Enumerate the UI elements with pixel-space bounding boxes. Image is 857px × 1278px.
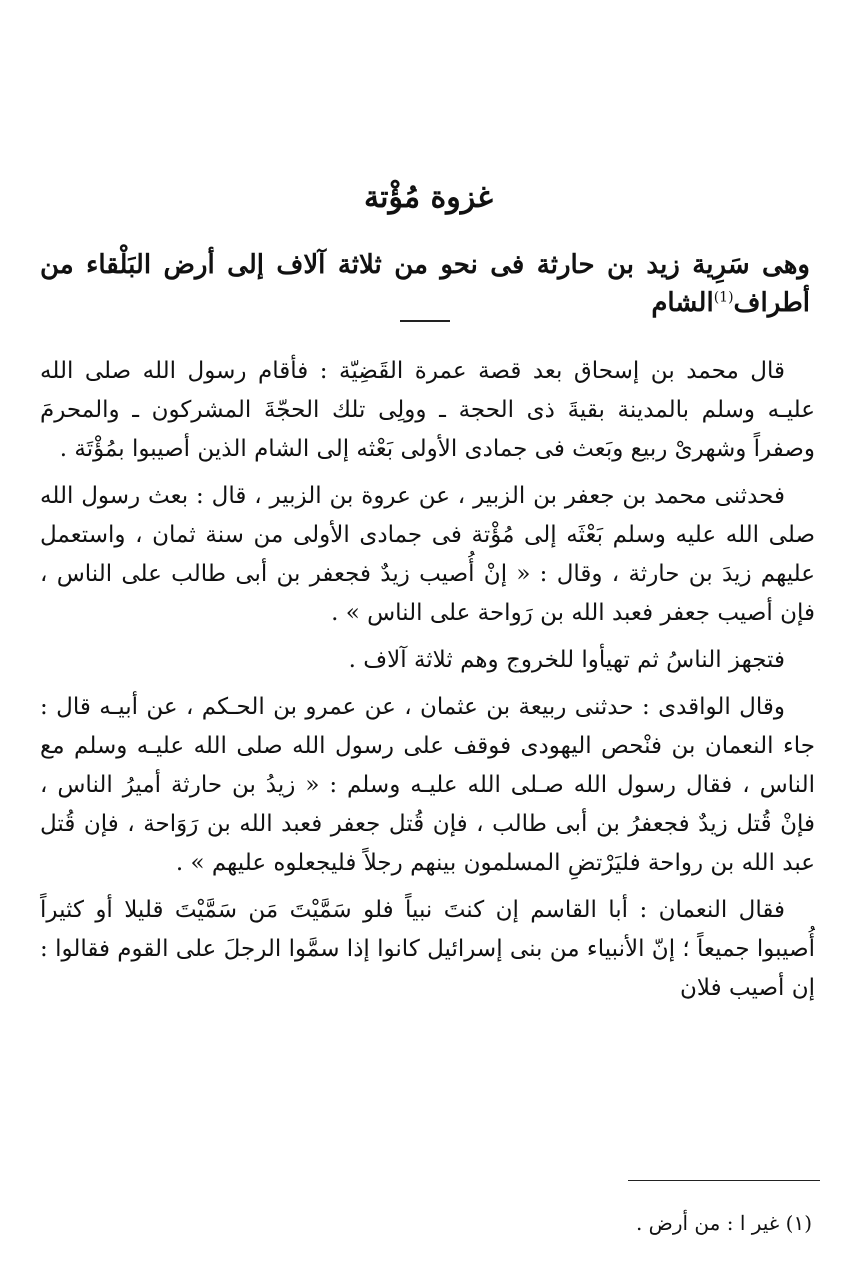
chapter-title: غزوة مُؤْتة <box>364 180 493 215</box>
chapter-subtitle <box>40 246 810 322</box>
footnote-reference: (1) <box>713 289 734 306</box>
body-text <box>40 352 815 1016</box>
paragraph-3: فتجهز الناسُ ثم تهيأوا للخروج وهم ثلاثة آلاف . <box>348 647 785 673</box>
paragraph-5: فقال النعمان : أبا القاسم إن كنتَ نبياً فلو سَمَّيْتَ مَن سَمَّيْتَ قليلا أو كثيراً أُصيبوا جميعاً ؛ إنّ الأنبياء من بنى إسرائيل كانوا إذا سمَّوا الرجلَ على القوم فقالوا : إن أصيب فلان <box>40 897 815 1001</box>
paragraph-1: قال محمد بن إسحاق بعد قصة عمرة القَضِيّة : فأقام رسول الله صلى الله عليـه وسلم بالمدينة بقيةَ ذى الحجة ـ وولِى تلك الحجّةَ المشركون ـ والمحرمَ وصفراً وشهرىْ ربيع وبَعث فى جمادى الأولى بَعْثه إلى الشام الذين أصيبوا بمُؤْتَة . <box>40 358 815 462</box>
title-divider <box>400 320 450 322</box>
subtitle-text: وهى سَرِية زيد بن حارثة فى نحو من ثلاثة آلاف إلى أرض البَلْقاء من أطراف <box>40 250 810 318</box>
subtitle-end: الشام <box>651 288 714 318</box>
paragraph-4: وقال الواقدى : حدثنى ربيعة بن عثمان ، عن عمرو بن الحـكم ، عن أبيـه قال : جاء النعمان بن فنْحص اليهودى فوقف على رسول الله صلى الله عليـه وسلم مع الناس ، فقال رسول الله صـلى الله عليـه وسلم : « زيدُ بن حارثة أميرُ الناس ، فإنْ قُتل زيدٌ فجعفرُ بن أبى طالب ، فإن قُتل جعفر فعبد الله بن رَوَاحة ، فإن قُتل عبد الله بن رواحة فليَرْتضِ المسلمون بينهم رجلاً فليجعلوه عليهم » . <box>40 694 815 876</box>
footnote-divider <box>628 1180 820 1181</box>
footnote: (١) غير ا : من أرض . <box>635 1211 812 1235</box>
paragraph-2: فحدثنى محمد بن جعفر بن الزبير ، عن عروة بن الزبير ، قال : بعث رسول الله صلى الله عليه وسلم بَعْثَه إلى مُؤْتة فى جمادى الأولى من سنة ثمان ، واستعمل عليهم زيدَ بن حارثة ، وقال : « إنْ أُصيب زيدٌ فجعفر بن أبى طالب على الناس ، فإن أصيب جعفر فعبد الله بن رَواحة على الناس » . <box>40 483 815 626</box>
